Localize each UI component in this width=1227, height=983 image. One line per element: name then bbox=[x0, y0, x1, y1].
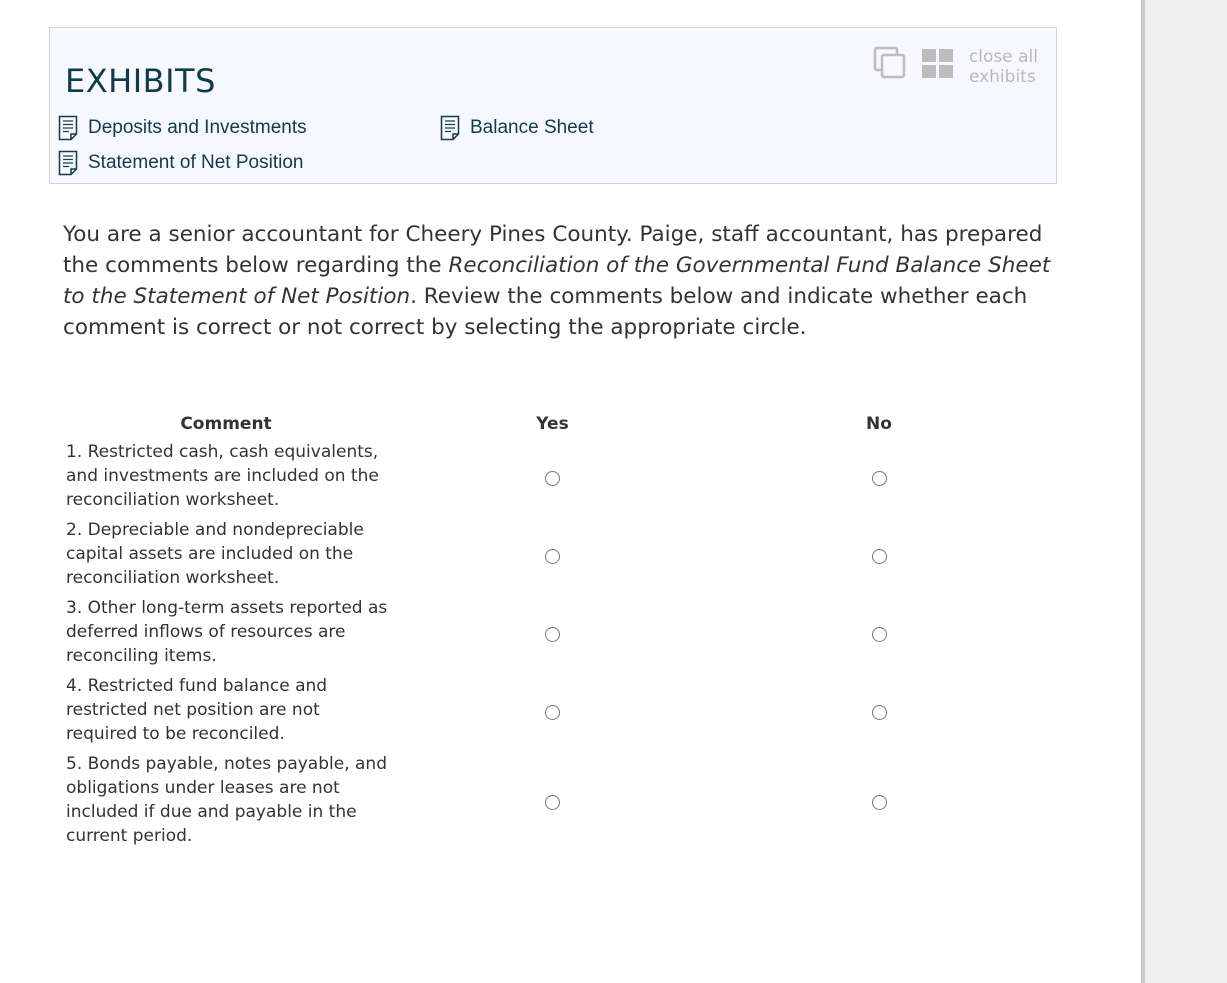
document-icon bbox=[440, 115, 460, 141]
yes-radio[interactable] bbox=[545, 471, 560, 486]
yes-cell bbox=[389, 594, 716, 672]
table-row bbox=[63, 750, 1042, 852]
right-side-panel bbox=[1141, 0, 1227, 983]
document-icon bbox=[58, 150, 78, 176]
comment-text: 4. Restricted fund balance and restricted net position are not required to be reconciled. bbox=[66, 676, 328, 744]
yes-radio[interactable] bbox=[545, 549, 560, 564]
exhibit-link-deposits-and-investments[interactable] bbox=[58, 115, 307, 141]
exhibit-link-balance-sheet[interactable] bbox=[440, 115, 594, 141]
table-row bbox=[63, 516, 1042, 594]
yes-radio[interactable] bbox=[545, 627, 560, 642]
exhibit-label[interactable]: Deposits and Investments bbox=[88, 117, 307, 138]
exhibit-controls bbox=[873, 46, 1038, 87]
no-cell bbox=[716, 516, 1042, 594]
yes-cell bbox=[389, 750, 716, 852]
instructions-emphasis: Reconciliation of the Governmental Fund Balance Sheet to the Statement of Net Position bbox=[63, 253, 1051, 309]
no-cell bbox=[716, 672, 1042, 750]
yes-cell bbox=[389, 672, 716, 750]
no-cell bbox=[716, 750, 1042, 852]
document-icon bbox=[58, 115, 78, 141]
cascade-windows-icon[interactable] bbox=[873, 46, 907, 80]
instructions-text-part2: . Review the comments below and indicate whether each comment is correct or not correct by selecting the appropriate circle. bbox=[63, 284, 1028, 340]
comment-text: 2. Depreciable and nondepreciable capital assets are included on the reconciliation worksheet. bbox=[66, 520, 364, 588]
tile-windows-icon[interactable] bbox=[921, 46, 955, 80]
close-all-label-line2: exhibits bbox=[968, 67, 1036, 87]
no-radio[interactable] bbox=[872, 471, 887, 486]
no-radio[interactable] bbox=[872, 627, 887, 642]
exhibits-title: EXHIBITS bbox=[65, 62, 216, 100]
table-row bbox=[63, 438, 1042, 516]
table-row bbox=[63, 594, 1042, 672]
no-radio[interactable] bbox=[872, 705, 887, 720]
no-radio[interactable] bbox=[872, 549, 887, 564]
no-radio[interactable] bbox=[872, 795, 887, 810]
exhibits-panel bbox=[49, 27, 1057, 184]
no-cell bbox=[716, 594, 1042, 672]
yes-radio[interactable] bbox=[545, 795, 560, 810]
comment-text: 1. Restricted cash, cash equivalents, and investments are included on the reconciliation worksheet. bbox=[66, 442, 379, 510]
yes-cell bbox=[389, 516, 716, 594]
exhibit-label[interactable]: Statement of Net Position bbox=[88, 152, 304, 173]
close-all-label-line1: close all bbox=[968, 47, 1038, 67]
comment-text: 5. Bonds payable, notes payable, and obligations under leases are not included if due and payable in the current period. bbox=[66, 754, 387, 846]
exhibit-link-statement-of-net-position[interactable] bbox=[58, 150, 303, 176]
table-row bbox=[63, 672, 1042, 750]
exhibit-label[interactable]: Balance Sheet bbox=[470, 117, 594, 138]
comment-text: 3. Other long-term assets reported as deferred inflows of resources are reconciling items. bbox=[66, 598, 388, 666]
response-table bbox=[63, 410, 1042, 852]
task-instructions bbox=[63, 219, 1063, 343]
column-header-no: No bbox=[866, 414, 892, 434]
column-header-comment: Comment bbox=[180, 414, 272, 434]
yes-cell bbox=[389, 438, 716, 516]
close-all-exhibits-button[interactable] bbox=[969, 47, 1038, 87]
yes-radio[interactable] bbox=[545, 705, 560, 720]
table-header-row bbox=[63, 410, 1042, 438]
column-header-yes: Yes bbox=[536, 414, 569, 434]
no-cell bbox=[716, 438, 1042, 516]
instructions-text-part1: You are a senior accountant for Cheery Pines County. Paige, staff accountant, has prepared the comments below regarding the bbox=[63, 222, 1043, 278]
